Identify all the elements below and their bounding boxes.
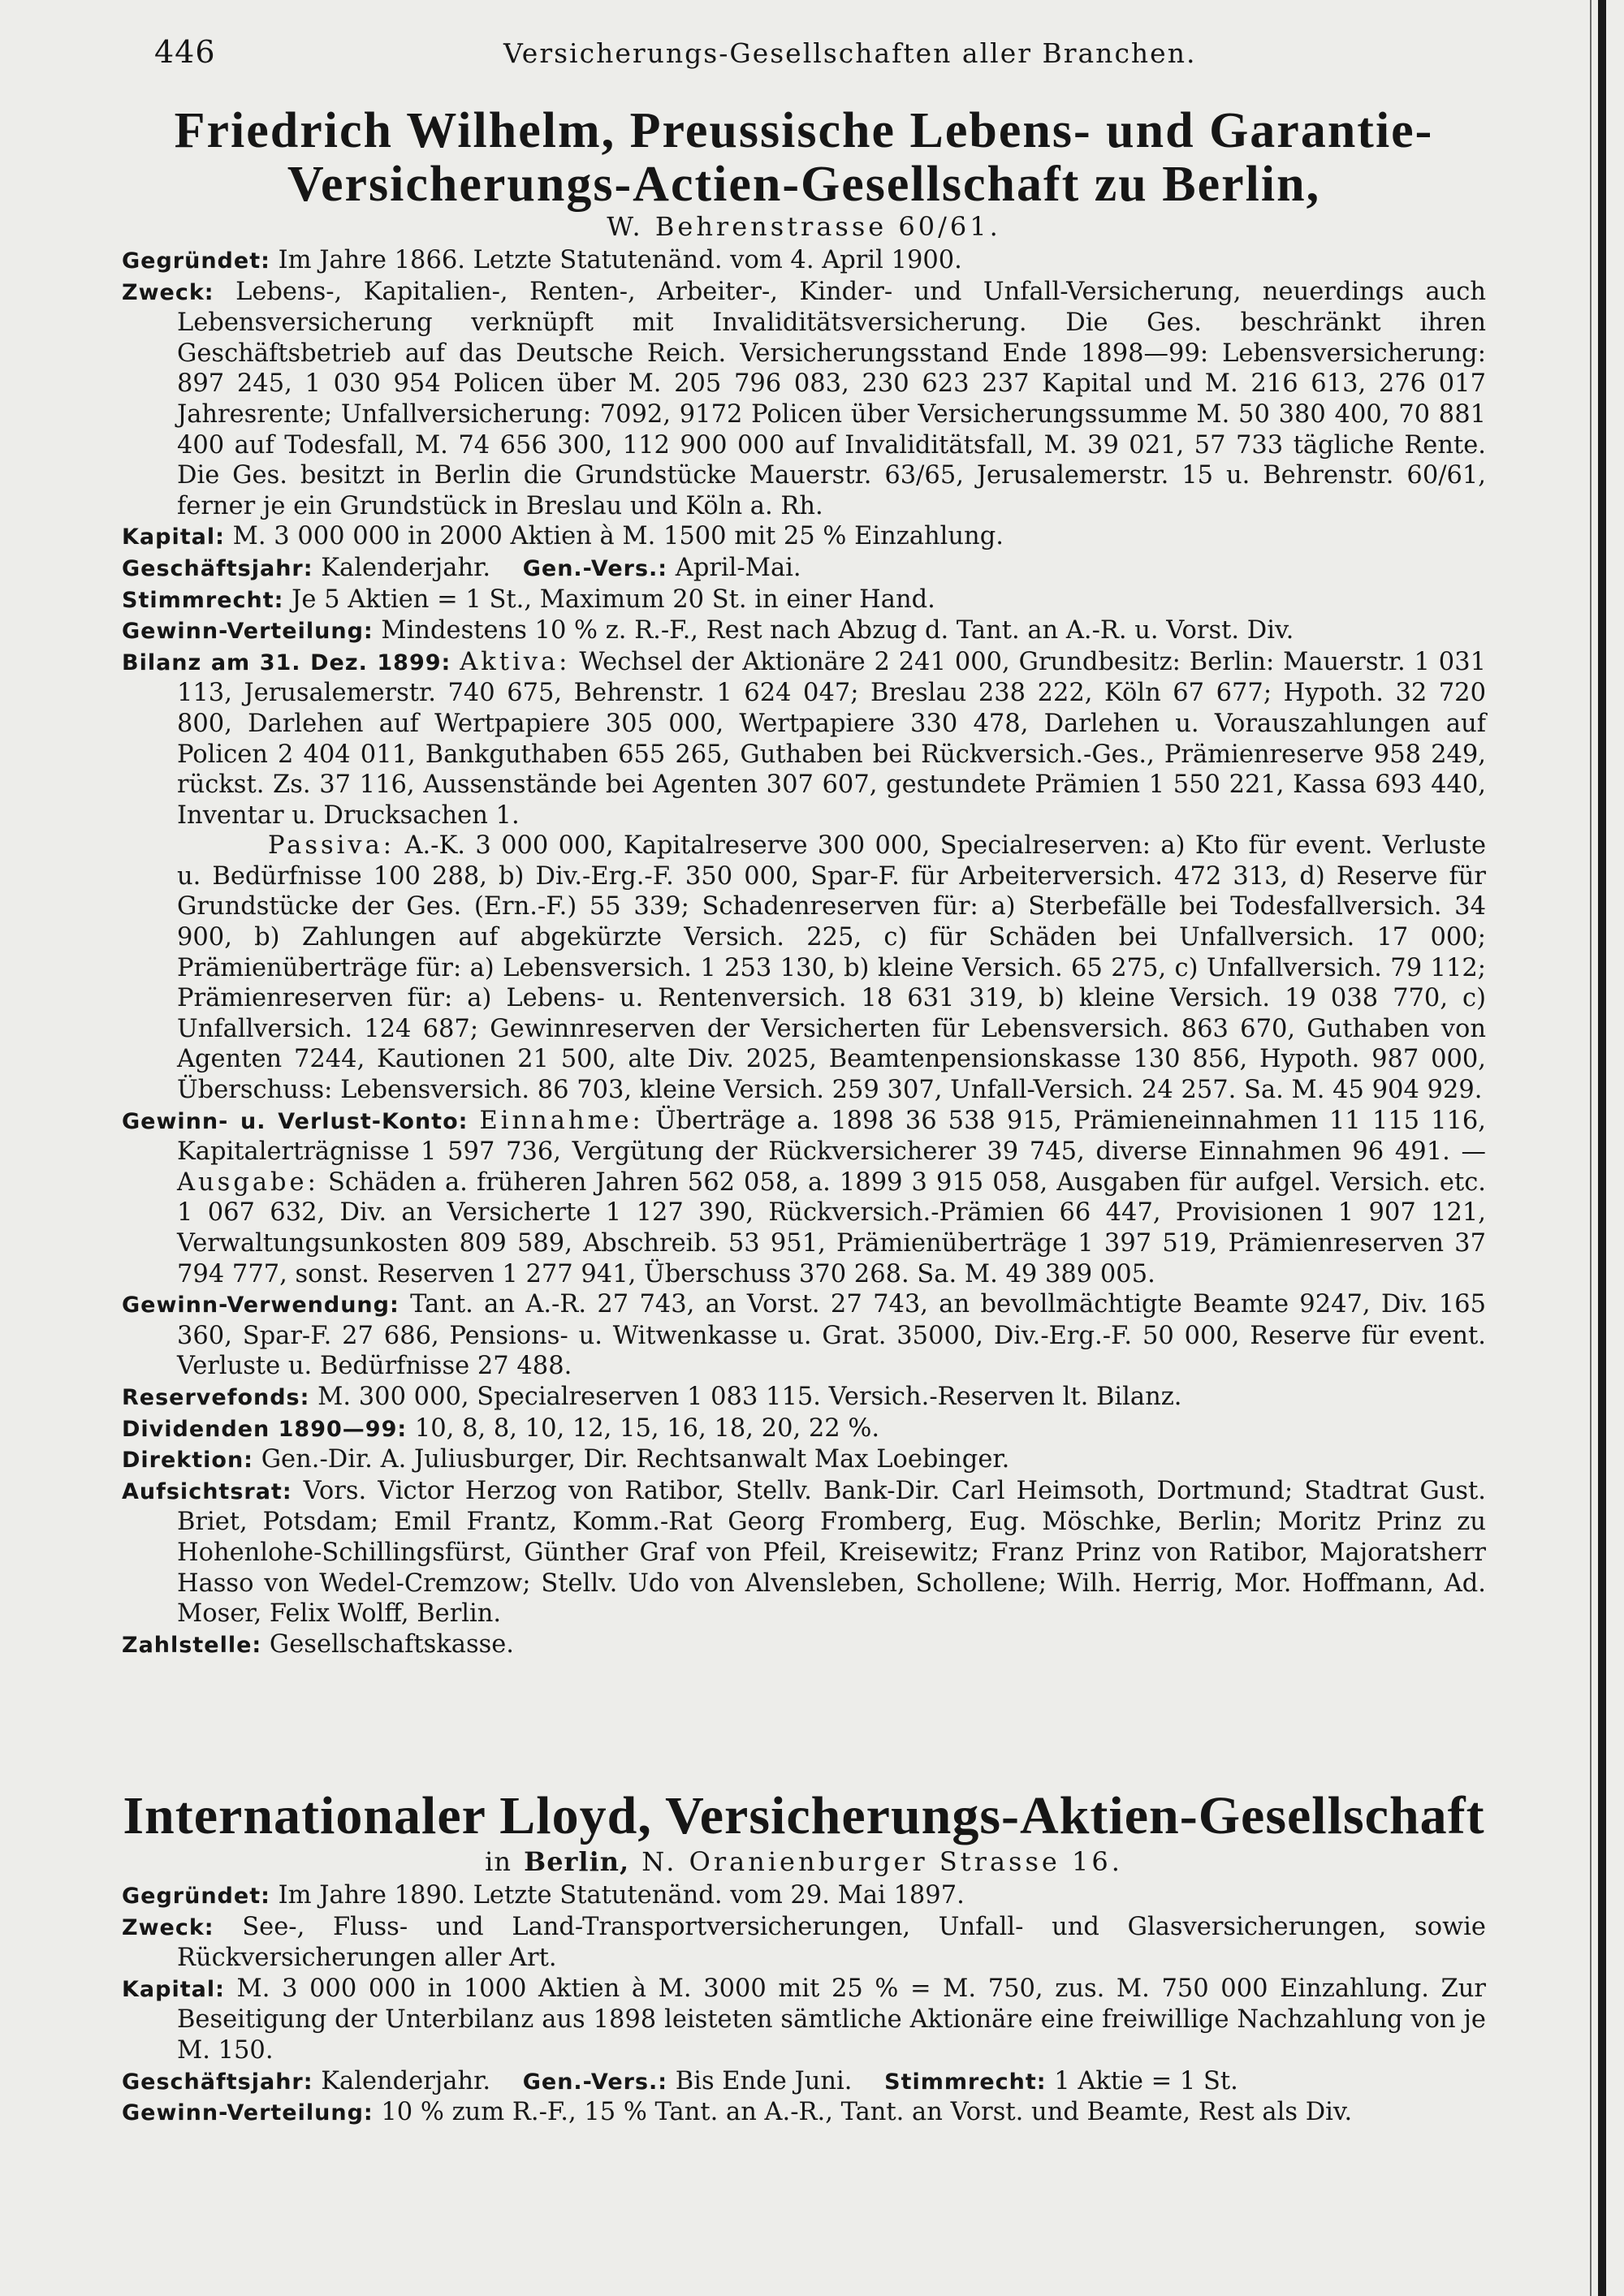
entry-label: Geschäftsjahr:	[122, 2069, 313, 2095]
entry-gewinn-verteilung	[122, 615, 1486, 647]
entry-text: Lebens-, Kapitalien-, Renten-, Arbeiter-, Kinder- und Unfall-Versicherung, neuerdings auch Lebensversicherung verknüpft mit Invaliditätsversicherung. Die Ges. beschränkt ihren Geschäftsbetrieb auf das Deutsche Reich. Versicherungsstand Ende 1898—99: Lebensversicherung: 897 245, 1 030 954 Policen über M. 205 796 083, 230 623 237 Kapital und M. 216 613, 276 017 Jahresrente; Unfallversicherung: 7092, 9172 Policen über Versicherungssumme M. 50 380 400, 70 881 400 auf Todesfall, M. 74 656 300, 112 900 000 auf Invaliditätsfall, M. 39 021, 57 733 tägliche Rente. Die Ges. besitzt in Berlin die Grundstücke Mauerstr. 63/65, Jerusalemerstr. 15 u. Behrenstr. 60/61, ferner je ein Grundstück in Breslau und Köln a. Rh.	[177, 277, 1486, 520]
entry-label: Gewinn-Verwendung:	[122, 1293, 400, 1318]
entry-text: M. 300 000, Specialreserven 1 083 115. Versich.-Reserven lt. Bilanz.	[317, 1382, 1182, 1411]
entry-label: Zweck:	[122, 279, 214, 305]
entry-text: Tant. an A.-R. 27 743, an Vorst. 27 743, an bevollmächtigte Beamte 9247, Div. 165 360, Spar-F. 27 686, Pensions- u. Witwenkasse u. Grat. 35000, Div.-Erg.-F. 50 000, Reserve für event. Verluste u. Bedürfnisse 27 488.	[177, 1290, 1486, 1381]
entry-text-stimmrecht: 1 Aktie = 1 St.	[1054, 2066, 1238, 2095]
page-number: 446	[154, 34, 216, 70]
entry-text: Je 5 Aktien = 1 St., Maximum 20 St. in einer Hand.	[292, 585, 935, 614]
entry-label: Reservefonds:	[122, 1384, 310, 1410]
entry-text: Kalenderjahr.	[321, 553, 491, 582]
page-edge-rule	[1598, 0, 1606, 2296]
entry-gegruendet	[122, 1880, 1486, 1912]
entry-label: Zahlstelle:	[122, 1632, 262, 1658]
entry-text: See-, Fluss- und Land-Transportversicherungen, Unfall- und Glasversicherungen, sowie Rückversicherungen aller Art.	[177, 1912, 1486, 1973]
passiva-label: Passiva:	[268, 831, 395, 861]
entry-label: Gewinn- u. Verlust-Konto:	[122, 1108, 469, 1134]
entry-label: Direktion:	[122, 1448, 253, 1474]
entry-label: Geschäftsjahr:	[122, 555, 313, 581]
entry-text: Im Jahre 1866. Letzte Statutenänd. vom 4. April 1900.	[278, 246, 962, 274]
entry-gegruendet	[122, 245, 1486, 277]
entry-text: Im Jahre 1890. Letzte Statutenänd. vom 29. Mai 1897.	[278, 1881, 965, 1910]
page-edge-rule-thin	[1590, 0, 1592, 2296]
entry-gewinn-verlust-konto	[122, 1106, 1486, 1290]
entry-dividenden	[122, 1413, 1486, 1445]
entry-label: Bilanz am 31. Dez. 1899:	[122, 650, 451, 675]
entry-zahlstelle	[122, 1629, 1486, 1661]
entry-text: 10, 8, 8, 10, 12, 15, 16, 18, 20, 22 %.	[414, 1413, 880, 1443]
company-entries	[122, 1880, 1486, 2129]
einnahme-text: Überträge a. 1898 36 538 915, Prämieneinnahmen 11 115 116, Kapitalerträgnisse 1 597 736, Vergütung der Rückversicherer 39 745, diverse Einnahmen 96 491. —	[177, 1106, 1486, 1167]
entry-text: M. 3 000 000 in 2000 Aktien à M. 1500 mit 25 % Einzahlung.	[232, 522, 1004, 551]
entry-text: Gesellschaftskasse.	[269, 1629, 514, 1659]
entry-label: Gegründet:	[122, 248, 270, 274]
entry-label: Dividenden 1890—99:	[122, 1416, 408, 1442]
aktiva-text: Wechsel der Aktionäre 2 241 000, Grundbesitz: Berlin: Mauerstr. 1 031 113, Jerusalemerstr. 740 675, Behrenstr. 1 624 047; Breslau 238 222, Köln 67 677; Hypoth. 32 720 800, Darlehen auf Wertpapiere 305 000, Wertpapiere 330 478, Darlehen u. Vorauszahlungen auf Policen 2 404 011, Bankguthaben 655 265, Guthaben bei Rückversich.-Ges., Prämienreserve 958 249, rückst. Zs. 37 116, Aussenstände bei Agenten 307 607, gestundete Prämien 1 550 221, Kassa 693 440, Inventar u. Drucksachen 1.	[177, 647, 1487, 830]
entry-kapital	[122, 521, 1486, 553]
running-header-title: Versicherungs-Gesellschaften aller Branchen.	[503, 37, 1197, 69]
entry-text: M. 3 000 000 in 1000 Aktien à M. 3000 mit 25 % = M. 750, zus. M. 750 000 Einzahlung. Zur Beseitigung der Unterbilanz aus 1898 leisteten sämtliche Aktionäre eine freiwillige Nachzahlung von je M. 150.	[177, 1974, 1486, 2065]
entry-label: Gewinn-Verteilung:	[122, 619, 374, 645]
ausgabe-text: Schäden a. früheren Jahren 562 058, a. 1899 3 915 058, Ausgaben für aufgel. Versich. etc. 1 067 632, Div. an Versicherte 1 127 390, Rückversich.-Prämien 66 447, Provisionen 1 907 121, Verwaltungsunkosten 809 589, Abschreib. 53 951, Prämienüberträge 1 397 519, Prämienreserven 37 794 777, sonst. Reserven 1 277 941, Überschuss 370 268. Sa. M. 49 389 005.	[177, 1167, 1486, 1288]
entry-label: Kapital:	[122, 524, 225, 550]
ausgabe-label: Ausgabe:	[177, 1167, 319, 1197]
company-entry-friedrich-wilhelm	[122, 104, 1486, 1660]
entry-zweck	[122, 1912, 1486, 1974]
entry-gewinn-verwendung	[122, 1289, 1486, 1382]
entry-label: Aufsichtsrat:	[122, 1478, 292, 1504]
entry-reservefonds	[122, 1382, 1486, 1413]
entry-bilanz	[122, 647, 1486, 831]
entry-geschaeftsjahr	[122, 553, 1486, 585]
entry-geschaeftsjahr	[122, 2066, 1486, 2098]
entry-zweck	[122, 277, 1486, 522]
entry-text: Kalenderjahr.	[321, 2066, 491, 2095]
entry-text-genvers: Bis Ende Juni.	[675, 2066, 853, 2095]
entry-stimmrecht	[122, 585, 1486, 616]
passiva-text: A.-K. 3 000 000, Kapitalreserve 300 000, Specialreserven: a) Kto für event. Verluste u. Bedürfnisse 100 288, b) Div.-Erg.-F. 350 000, Spar-F. für Arbeiterversich. 472 313, d) Reserve für Grundstücke der Ges. (Ern.-F.) 55 339; Schadenreserven für: a) Sterbefälle bei Todesfallversich. 34 900, b) Zahlungen auf abgekürzte Versich. 225, c) für Schäden bei Unfallversich. 17 000; Prämienüberträge für: a) Lebensversich. 1 253 130, b) kleine Versich. 65 275, c) Unfallversich. 79 112; Prämienreserven für: a) Lebens- u. Rentenversich. 18 631 319, b) kleine Versich. 19 038 770, c) Unfallversich. 124 687; Gewinnreserven der Versicherten für Lebensversich. 863 670, Guthaben von Agenten 7244, Kautionen 21 500, alte Div. 2025, Beamtenpensionskasse 130 856, Hypoth. 987 000, Überschuss: Lebensversich. 86 703, kleine Versich. 259 307, Unfall-Versich. 24 257. Sa. M. 45 904 929.	[177, 831, 1486, 1105]
company-title-line-1: Friedrich Wilhelm, Preussische Lebens- und Garantie-	[174, 103, 1434, 158]
entry-label: Stimmrecht:	[122, 587, 284, 613]
entry-text-genvers: April-Mai.	[675, 553, 801, 582]
entry-text: 10 % zum R.-F., 15 % Tant. an A.-R., Tant. an Vorst. und Beamte, Rest als Div.	[381, 2098, 1353, 2127]
entry-text: Gen.-Dir. A. Juliusburger, Dir. Rechtsanwalt Max Loebinger.	[261, 1445, 1010, 1474]
address-street: N. Oranienburger Strasse 16.	[641, 1846, 1123, 1877]
running-head	[154, 34, 1486, 75]
address-city: Berlin,	[524, 1846, 630, 1877]
aktiva-label: Aktiva:	[460, 647, 571, 676]
entry-label: Gewinn-Verteilung:	[122, 2100, 374, 2126]
entry-label-stimmrecht: Stimmrecht:	[884, 2069, 1047, 2095]
einnahme-label: Einnahme:	[479, 1106, 644, 1135]
entry-label: Kapital:	[122, 1976, 225, 2002]
entry-label: Zweck:	[122, 1914, 214, 1940]
company-address: W. Behrenstrasse 60/61.	[607, 211, 1001, 242]
company-title: Internationaler Lloyd, Versicherungs-Aktien-Gesellschaft	[123, 1786, 1485, 1845]
entry-label-genvers: Gen.-Vers.:	[522, 2069, 668, 2095]
entry-gewinn-verteilung	[122, 2097, 1486, 2129]
entry-label: Gegründet:	[122, 1884, 270, 1909]
entry-kapital	[122, 1974, 1486, 2066]
entry-text: Vors. Victor Herzog von Ratibor, Stellv. Bank-Dir. Carl Heimsoth, Dortmund; Stadtrat Gust. Briet, Potsdam; Emil Frantz, Komm.-Rat Georg Fromberg, Eug. Möschke, Berlin; Moritz Prinz zu Hohenlohe-Schillingsfürst, Günther Graf von Pfeil, Kreisewitz; Franz Prinz von Ratibor, Majoratsherr Hasso von Wedel-Cremzow; Stellv. Udo von Alvensleben, Schollene; Wilh. Herrig, Mor. Hoffmann, Ad. Moser, Felix Wolff, Berlin.	[177, 1476, 1486, 1629]
entry-text: Mindestens 10 % z. R.-F., Rest nach Abzug d. Tant. an A.-R. u. Vorst. Div.	[381, 616, 1294, 645]
company-title-line-2: Versicherungs-Actien-Gesellschaft zu Berlin,	[287, 157, 1321, 212]
entry-label-genvers: Gen.-Vers.:	[522, 555, 668, 581]
company-entry-internationaler-lloyd	[122, 1786, 1486, 2129]
entry-direktion	[122, 1444, 1486, 1476]
entry-aufsichtsrat	[122, 1476, 1486, 1629]
company-title	[122, 104, 1486, 211]
address-prefix: in	[485, 1846, 512, 1877]
company-entries	[122, 245, 1486, 1660]
company-address	[122, 1846, 1486, 1877]
entry-bilanz-passiva	[122, 831, 1486, 1105]
